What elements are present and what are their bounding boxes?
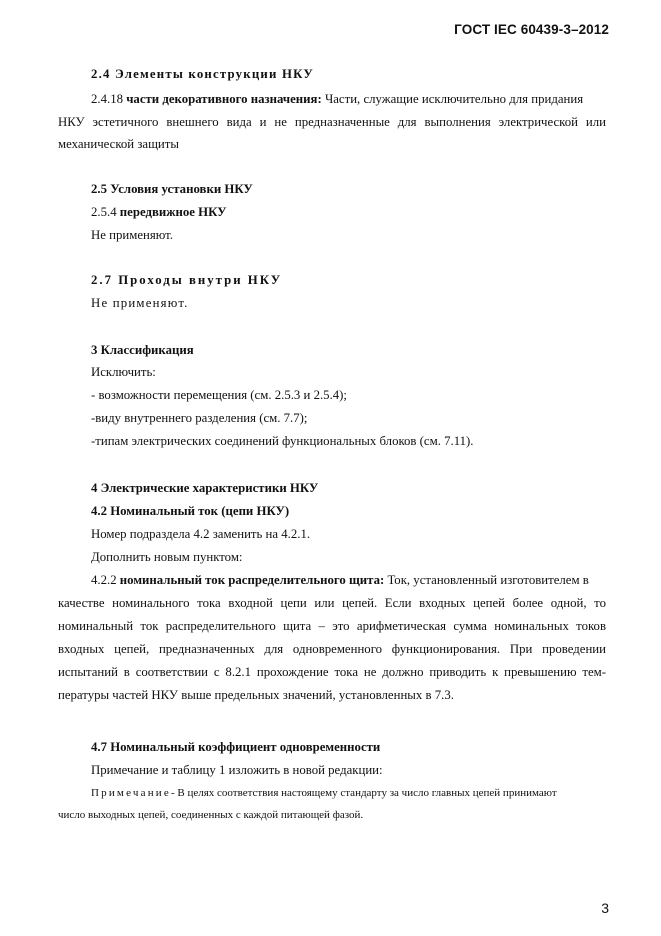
paragraph: Исключить: (91, 365, 156, 379)
section-2-7-heading: 2.7 Проходы внутри НКУ (91, 273, 283, 287)
paragraph: Не применяют. (91, 296, 189, 310)
paragraph: Примечание и таблицу 1 изложить в новой редакции: (91, 763, 383, 777)
note (91, 785, 606, 801)
item-2-4-18 (91, 91, 606, 107)
section-4-heading: 4 Электрические характеристики НКУ (91, 481, 319, 495)
definition-start: Ток, установленный изготовителем в (387, 573, 589, 587)
document-header-code: ГОСТ IEC 60439-3–2012 (454, 22, 609, 37)
term: передвижное НКУ (119, 205, 227, 219)
term: части декоративного назначения: (126, 92, 322, 106)
note-text: - В целях соответствия настоящему стандарту за число главных цепей принимают (170, 787, 557, 799)
note-label: Примечание (91, 787, 171, 799)
item-4-2-2 (91, 572, 606, 588)
list-item: -типам электрических соединений функциональных блоков (см. 7.11). (91, 434, 474, 448)
page-number: 3 (601, 900, 609, 916)
list-item: - возможности перемещения (см. 2.5.3 и 2.5.4); (91, 388, 347, 402)
definition-line: номинальный ток распределительного щита – это арифметическая сумма номинальных токов (58, 619, 606, 633)
definition-start: Части, служащие исключительно для придания (324, 92, 584, 106)
definition-line: испытаний в соответствии с 8.2.1 прохождение тока не должно приводить к превышению тем- (58, 665, 606, 679)
note-continuation: число выходных цепей, соединенных с каждой питающей фазой. (58, 809, 364, 821)
definition-line: качестве номинального тока входной цепи или цепей. Если входных цепей более одной, то (58, 596, 606, 610)
paragraph: Не применяют. (91, 228, 173, 242)
item-number: 2.5.4 (91, 205, 117, 219)
list-item: -виду внутреннего разделения (см. 7.7); (91, 411, 308, 425)
definition-line: НКУ эстетичного внешнего вида и не предназначенные для выполнения электрической или (58, 115, 606, 129)
item-number: 2.4.18 (91, 92, 123, 106)
item-2-5-4 (91, 204, 606, 220)
item-number: 4.2.2 (91, 573, 117, 587)
section-4-2-heading: 4.2 Номинальный ток (цепи НКУ) (91, 504, 290, 518)
definition-line: пературы частей НКУ выше предельных значений, установленных в 7.3. (58, 688, 454, 702)
section-4-7-heading: 4.7 Номинальный коэффициент одновременности (91, 740, 381, 754)
section-2-4-heading: 2.4 Элементы конструкции НКУ (91, 67, 314, 81)
section-2-5-heading: 2.5 Условия установки НКУ (91, 182, 253, 196)
section-3-heading: 3 Классификация (91, 343, 194, 357)
paragraph: Дополнить новым пунктом: (91, 550, 243, 564)
definition-line: механической защиты (58, 137, 179, 151)
term: номинальный ток распределительного щита: (119, 573, 385, 587)
definition-line: входных цепей, предназначенных для одновременного функционирования. При проведении (58, 642, 606, 656)
paragraph: Номер подраздела 4.2 заменить на 4.2.1. (91, 527, 311, 541)
